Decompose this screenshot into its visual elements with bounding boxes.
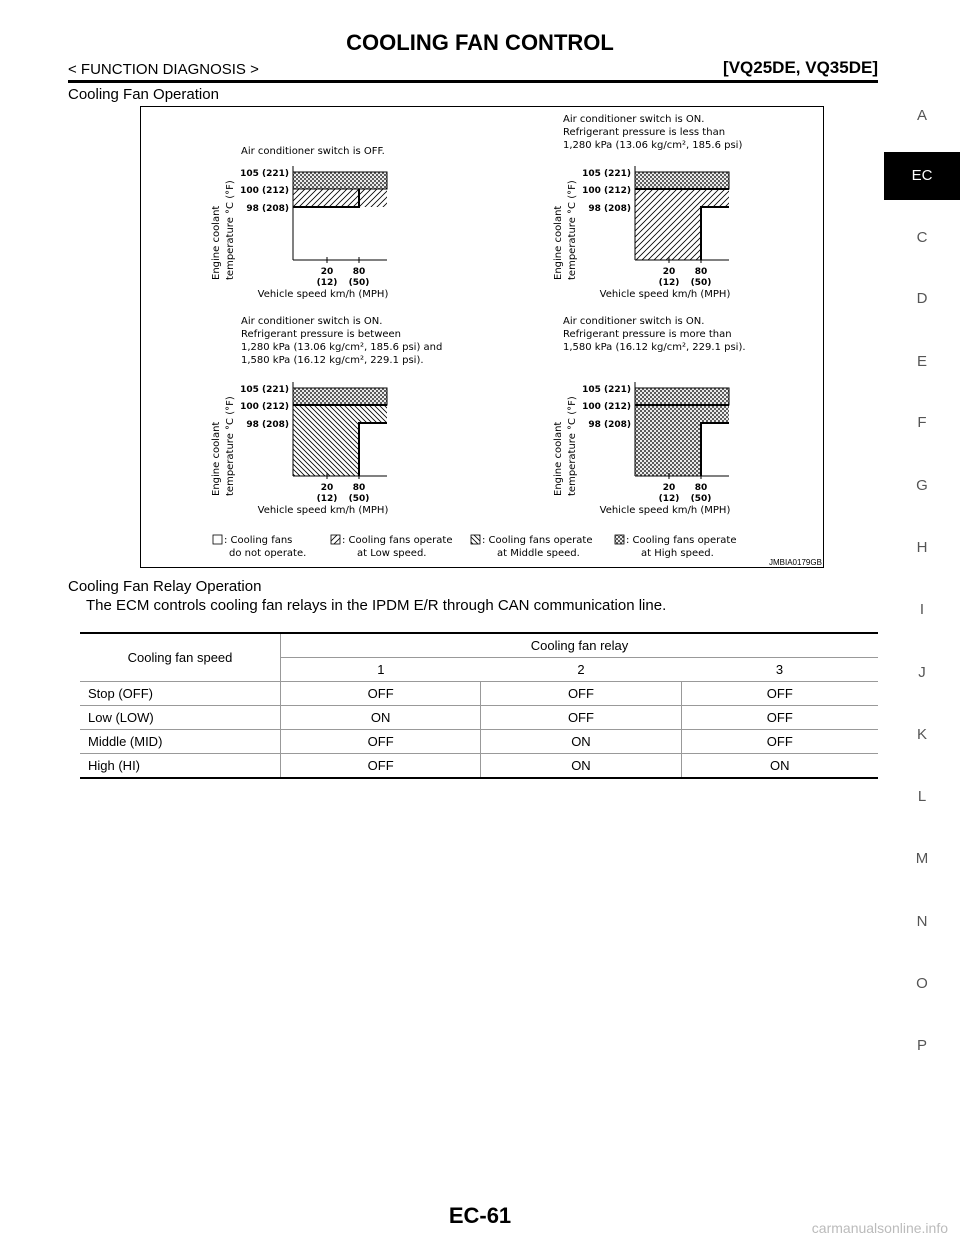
- x-axis-label: Vehicle speed km/h (MPH): [599, 289, 731, 300]
- panel-caption-line: 1,580 kPa (16.12 kg/cm², 229.1 psi).: [563, 342, 746, 353]
- panel-caption-line: 1,280 kPa (13.06 kg/cm², 185.6 psi): [563, 140, 743, 151]
- speed-cell: Stop (OFF): [80, 682, 281, 706]
- tab-a[interactable]: A: [916, 107, 927, 124]
- x-tick-label: 80: [694, 267, 708, 277]
- relay-operation-table: [80, 632, 878, 779]
- band-mid: [635, 189, 729, 207]
- band-low: [293, 207, 359, 260]
- table-header-row: [80, 633, 878, 658]
- y-tick-label: 98 (208): [246, 420, 289, 430]
- band-low: [635, 423, 701, 476]
- band-mid: [293, 189, 387, 207]
- x-axis-label: Vehicle speed km/h (MPH): [599, 505, 731, 516]
- y-axis-label: Engine coolant: [211, 205, 222, 280]
- legend-swatch: [615, 535, 624, 544]
- y-axis-label: temperature °C (°F): [225, 396, 236, 496]
- figure-svg: [141, 107, 823, 567]
- panel-caption-line: Refrigerant pressure is between: [241, 329, 402, 340]
- x-tick-label: 80: [352, 483, 366, 493]
- y-tick-label: 105 (221): [582, 169, 631, 179]
- tab-j[interactable]: J: [918, 664, 926, 681]
- relay1-cell: OFF: [281, 682, 481, 706]
- tab-d[interactable]: D: [916, 290, 928, 307]
- legend-swatch: [213, 535, 222, 544]
- tab-n[interactable]: N: [916, 913, 928, 930]
- band-high: [635, 172, 729, 189]
- x-tick-label: (12): [316, 278, 338, 288]
- x-tick-label: 80: [694, 483, 708, 493]
- band-low: [635, 207, 701, 260]
- relay2-cell: ON: [481, 754, 681, 779]
- cooling-fan-operation-figure: [140, 106, 824, 568]
- panel-caption-line: Air conditioner switch is ON.: [563, 114, 705, 125]
- x-tick-label: 20: [662, 483, 676, 493]
- band-mid: [635, 405, 729, 423]
- y-tick-label: 105 (221): [582, 385, 631, 395]
- section-title-relay: Cooling Fan Relay Operation: [68, 578, 262, 595]
- header-rule: [68, 80, 878, 83]
- tab-l[interactable]: L: [917, 788, 927, 805]
- relay-number-1: 1: [281, 658, 481, 682]
- y-tick-label: 100 (212): [582, 186, 631, 196]
- relay-number-2: 2: [481, 658, 681, 682]
- col-header-speed: Cooling fan speed: [80, 633, 281, 682]
- section-title-operation: Cooling Fan Operation: [68, 86, 219, 103]
- y-tick-label: 98 (208): [588, 420, 631, 430]
- y-tick-label: 100 (212): [582, 402, 631, 412]
- legend-label: : Cooling fans operate: [626, 535, 737, 546]
- figure-id: JMBIA0179GB: [769, 558, 822, 567]
- legend-label: do not operate.: [229, 548, 307, 559]
- y-axis-label: Engine coolant: [553, 205, 564, 280]
- section-breadcrumb: < FUNCTION DIAGNOSIS >: [68, 61, 259, 78]
- relay1-cell: ON: [281, 706, 481, 730]
- band-low: [293, 423, 359, 476]
- x-tick-label: 20: [320, 267, 334, 277]
- tab-p[interactable]: P: [916, 1037, 927, 1054]
- chart-panel: [553, 114, 742, 300]
- band-mid: [293, 405, 387, 423]
- watermark: carmanualsonline.info: [811, 1220, 948, 1236]
- relay-number-3: 3: [681, 658, 878, 682]
- legend-label: : Cooling fans operate: [482, 535, 593, 546]
- page-title: COOLING FAN CONTROL: [346, 30, 614, 55]
- x-axis-label: Vehicle speed km/h (MPH): [257, 505, 389, 516]
- table-row: [80, 706, 878, 730]
- panel-caption-line: Air conditioner switch is OFF.: [241, 146, 385, 157]
- relay2-cell: ON: [481, 730, 681, 754]
- relay1-cell: OFF: [281, 754, 481, 779]
- x-tick-label: (12): [658, 494, 680, 504]
- relay2-cell: OFF: [481, 682, 681, 706]
- chart-panel: [553, 316, 746, 516]
- y-tick-label: 98 (208): [588, 204, 631, 214]
- chart-panel: [211, 146, 388, 300]
- table-row: [80, 682, 878, 706]
- speed-cell: High (HI): [80, 754, 281, 779]
- y-tick-label: 98 (208): [246, 204, 289, 214]
- engine-model: [VQ25DE, VQ35DE]: [723, 58, 878, 77]
- legend-label: at Middle speed.: [497, 548, 580, 559]
- tab-k[interactable]: K: [916, 726, 927, 743]
- panel-caption-line: Air conditioner switch is ON.: [241, 316, 383, 327]
- x-tick-label: (50): [348, 278, 370, 288]
- tab-o[interactable]: O: [916, 975, 928, 992]
- relay3-cell: OFF: [681, 706, 878, 730]
- y-axis-label: temperature °C (°F): [567, 180, 578, 280]
- speed-cell: Middle (MID): [80, 730, 281, 754]
- band-high: [293, 172, 387, 189]
- tab-ec[interactable]: EC: [884, 152, 960, 200]
- y-tick-label: 100 (212): [240, 186, 289, 196]
- table-row: [80, 754, 878, 779]
- table-row: [80, 730, 878, 754]
- y-axis-label: temperature °C (°F): [225, 180, 236, 280]
- legend-swatch: [471, 535, 480, 544]
- tab-i[interactable]: I: [919, 601, 925, 618]
- panel-caption-line: 1,280 kPa (13.06 kg/cm², 185.6 psi) and: [241, 342, 443, 353]
- x-tick-label: (50): [348, 494, 370, 504]
- relay3-cell: OFF: [681, 730, 878, 754]
- legend-label: at High speed.: [641, 548, 714, 559]
- tab-h[interactable]: H: [916, 539, 928, 556]
- tab-c[interactable]: C: [916, 229, 928, 246]
- x-tick-label: (50): [690, 494, 712, 504]
- x-tick-label: 20: [662, 267, 676, 277]
- legend-swatch: [331, 535, 340, 544]
- band-high: [293, 388, 387, 405]
- band-high: [635, 388, 729, 405]
- x-tick-label: 20: [320, 483, 334, 493]
- tab-f[interactable]: F: [917, 414, 927, 431]
- x-tick-label: (12): [316, 494, 338, 504]
- x-tick-label: (12): [658, 278, 680, 288]
- col-header-relay: Cooling fan relay: [281, 633, 879, 658]
- x-tick-label: (50): [690, 278, 712, 288]
- legend-label: : Cooling fans operate: [342, 535, 453, 546]
- y-tick-label: 105 (221): [240, 169, 289, 179]
- panel-caption-line: Refrigerant pressure is less than: [563, 127, 726, 138]
- y-tick-label: 100 (212): [240, 402, 289, 412]
- legend-label: at Low speed.: [357, 548, 427, 559]
- relay2-cell: OFF: [481, 706, 681, 730]
- y-axis-label: temperature °C (°F): [567, 396, 578, 496]
- panel-caption-line: Refrigerant pressure is more than: [563, 329, 732, 340]
- tab-m[interactable]: M: [915, 850, 929, 867]
- x-axis-label: Vehicle speed km/h (MPH): [257, 289, 389, 300]
- chart-panel: [211, 316, 442, 516]
- relay3-cell: OFF: [681, 682, 878, 706]
- y-axis-label: Engine coolant: [553, 421, 564, 496]
- speed-cell: Low (LOW): [80, 706, 281, 730]
- relay1-cell: OFF: [281, 730, 481, 754]
- panel-caption-line: Air conditioner switch is ON.: [563, 316, 705, 327]
- legend-label: : Cooling fans: [224, 535, 293, 546]
- tab-g[interactable]: G: [916, 477, 928, 494]
- tab-e[interactable]: E: [916, 353, 927, 370]
- relay3-cell: ON: [681, 754, 878, 779]
- x-tick-label: 80: [352, 267, 366, 277]
- y-axis-label: Engine coolant: [211, 421, 222, 496]
- relay-description: The ECM controls cooling fan relays in the IPDM E/R through CAN communication line.: [86, 597, 667, 614]
- page-number: EC-61: [448, 1203, 512, 1228]
- panel-caption-line: 1,580 kPa (16.12 kg/cm², 229.1 psi).: [241, 355, 424, 366]
- y-tick-label: 105 (221): [240, 385, 289, 395]
